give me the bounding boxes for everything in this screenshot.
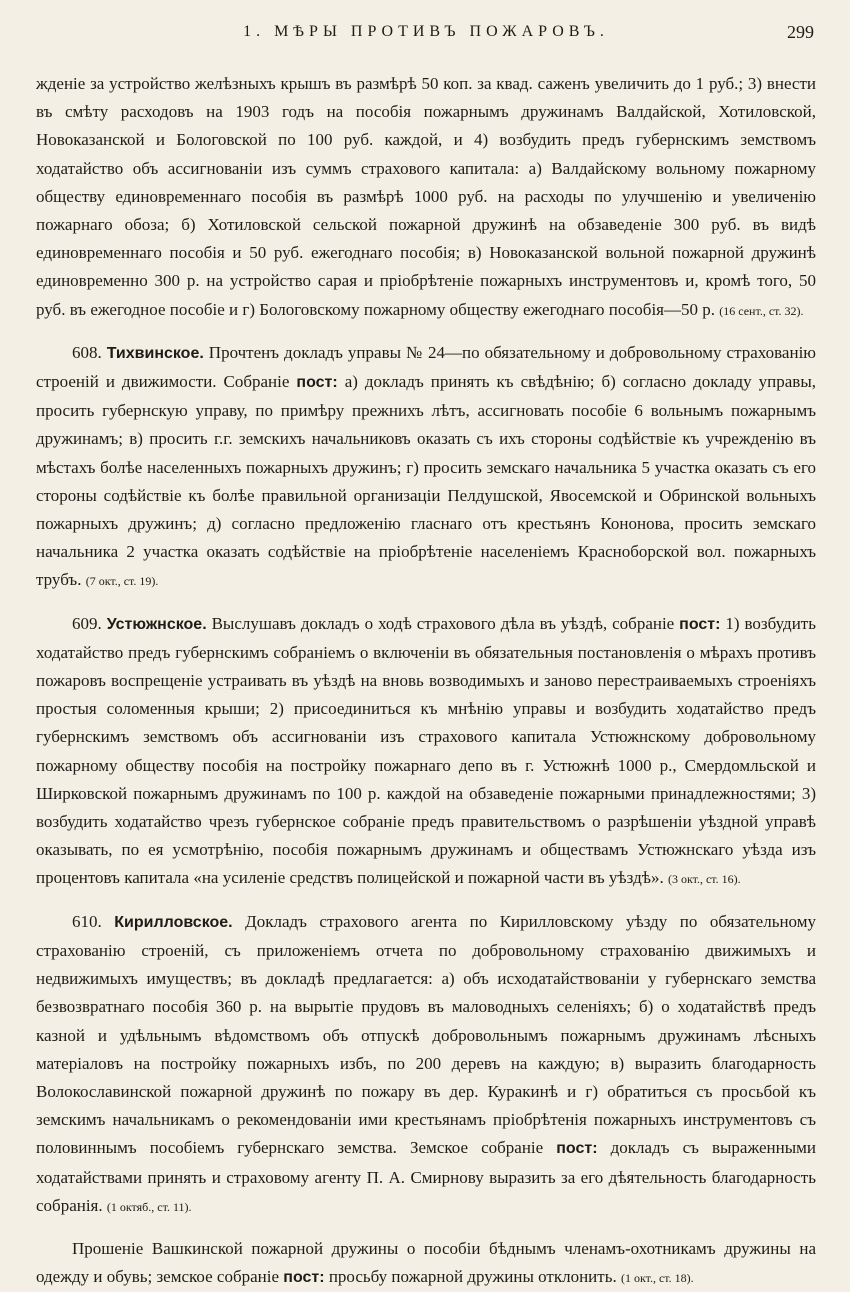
entry-number: 608. xyxy=(72,342,102,362)
page-number: 299 xyxy=(787,22,814,42)
entry-intro: Выслушавъ докладъ о ходѣ страхового дѣла въ уѣздѣ, собраніе xyxy=(211,613,675,633)
resolution-marker: пост: xyxy=(283,1269,325,1287)
citation-ref: (3 окт., ст. 16). xyxy=(667,872,741,887)
entry-text: 1) возбудить ходатайство предъ губернскимъ собраніемъ о включеніи въ обязательныя постановленія о мѣрахъ противъ пожаровъ воспрещеніе устраивать въ уѣздѣ на вновь возводимыхъ и заново перестраиваемыхъ строеніяхъ простыя соломенныя крыши; 2) присоединиться къ мнѣнію управы и возбудить ходатайство предъ губернскимъ земствомъ объ ассигнованіи изъ страхового капитала Устюжнскому добровольному пожарному обществу пособія на постройку пожарнаго депо въ г. Устюжнѣ 1000 р., Смердомльской и Ширковской пожарнымъ дружинамъ по 100 р. каждой на обзаведеніе пожарными принадлежностями; 3) возбудить ходатайство чрезъ губернское собраніе предъ правительствомъ о разрѣшеніи уѣздной управѣ оказывать, по ея усмотрѣнію, пособія пожарнымъ дружинамъ и обществамъ Устюжнскаго уѣзда изъ процентовъ капитала «на усиленіе средствъ полицейской и пожарной части въ уѣздѣ». xyxy=(36,613,816,888)
entry-text: а) докладъ принять къ свѣдѣнію; б) согласно докладу управы, просить губернскую управу, по примѣру прежнихъ лѣтъ, ассигновать пособіе 6 вольнымъ пожарнымъ дружинамъ; в) просить г.г. земскихъ начальниковъ оказать съ ихъ стороны содѣйствіе къ учрежденію въ мѣстахъ болѣе населенныхъ пожарныхъ дружинъ; г) просить земскаго начальника 5 участка оказать съ его стороны содѣйствіе къ болѣе правильной организаціи Пелдушской, Явосемской и Обринской вольныхъ пожарныхъ дружинъ; д) согласно предложенію гласнаго отъ крестьянъ Кононова, просить земскаго начальника 2 участка оказать содѣйствіе на пріобрѣтеніе населеніемъ Красноборской вол. пожарныхъ трубъ. xyxy=(36,372,816,590)
entry-heading: Тихвинское. xyxy=(106,344,204,362)
entry-heading: Кирилловское. xyxy=(114,913,233,931)
entry-608 xyxy=(36,339,816,596)
running-title: 1. МѢРЫ ПРОТИВЪ ПОЖАРОВЪ. xyxy=(243,23,609,40)
paragraph-continuation xyxy=(36,70,816,325)
entry-heading: Устюжнское. xyxy=(106,615,207,633)
resolution-marker: пост: xyxy=(296,374,338,392)
body-text xyxy=(36,70,816,1292)
entry-text: докладъ съ выраженными ходатайствами принять и страховому агенту П. А. Смирнову выразить за его дѣятельность благодарность собранія. xyxy=(36,1138,817,1215)
entry-petition xyxy=(36,1235,816,1292)
entry-number: 610. xyxy=(72,911,102,931)
entry-number: 609. xyxy=(72,613,102,633)
entry-610 xyxy=(36,908,816,1221)
running-header xyxy=(36,18,816,46)
citation-ref: (16 сент., ст. 32). xyxy=(719,303,804,318)
citation-ref: (7 окт., ст. 19). xyxy=(85,574,159,589)
entry-intro: Прошеніе Вашкинской пожарной дружины о пособіи бѣднымъ членамъ-охотникамъ дружины на одежду и обувь; земское собраніе xyxy=(36,1238,816,1287)
entry-intro: Докладъ страхового агента по Кирилловскому уѣзду по обязательному страхованію строеній, съ приложеніемъ отчета по добровольному страхованію движимыхъ и недвижимыхъ имуществъ; въ докладѣ предлагается: а) объ исходатайствованіи у губернскаго земства безвозвратнаго пособія 360 р. на вырытіе прудовъ въ маловодныхъ селеніяхъ; б) о ходатайствѣ предъ казной и удѣльнымъ вѣдомствомъ объ отпускѣ добровольнымъ пожарнымъ дружинамъ лѣсныхъ матеріаловъ на постройку пожарныхъ избъ, по 200 деревъ на каждую; в) выразить благодарность Волокославинской пожарной дружинѣ по пожару въ дер. Куракинѣ и г) обратиться съ просьбой къ земскимъ начальникамъ о рекомендованіи ими крестьянамъ пріобрѣтенія пожарныхъ инструментовъ съ половиннымъ пособіемъ губернскаго земства. Земское собраніе xyxy=(36,911,816,1158)
entry-intro: Прочтенъ докладъ управы № 24—по обязательному и добровольному страхованію строеній и движимости. Собраніе xyxy=(36,342,816,392)
citation-ref: (1 октяб., ст. 11). xyxy=(106,1199,192,1214)
paragraph-text: жденіе за устройство желѣзныхъ крышъ въ размѣрѣ 50 коп. за квад. саженъ увеличить до 1 руб.; 3) внести въ смѣту расходовъ на 1903 годъ на пособія пожарнымъ дружинамъ Валдайской, Хотиловской, Новоказанской и Бологовской по 100 руб. каждой, и 4) возбудить предъ губернскимъ земствомъ ходатайство объ ассигнованіи изъ суммъ страхового капитала: а) Валдайскому вольному пожарному обществу единовременнаго пособія въ размѣрѣ 1000 руб. на расходы по улучшенію и увеличенію пожарнаго обоза; б) Хотиловской сельской пожарной дружинѣ на обзаведеніе 300 руб. въ видѣ единовременнаго пособія и 50 руб. ежегоднаго пособія; в) Новоказанской вольной пожарной дружинѣ единовременно 300 р. на устройство сарая и пріобрѣтеніе пожарныхъ инструментовъ и, кромѣ того, 50 руб. въ ежегодное пособіе и г) Бологовскому пожарному обществу ежегоднаго пособія—50 р. xyxy=(36,74,816,319)
entry-609 xyxy=(36,610,816,894)
resolution-marker: пост: xyxy=(679,615,721,633)
citation-ref: (1 окт., ст. 18). xyxy=(620,1271,694,1286)
entry-text: просьбу пожарной дружины отклонить. xyxy=(328,1267,617,1287)
resolution-marker: пост: xyxy=(556,1140,598,1158)
